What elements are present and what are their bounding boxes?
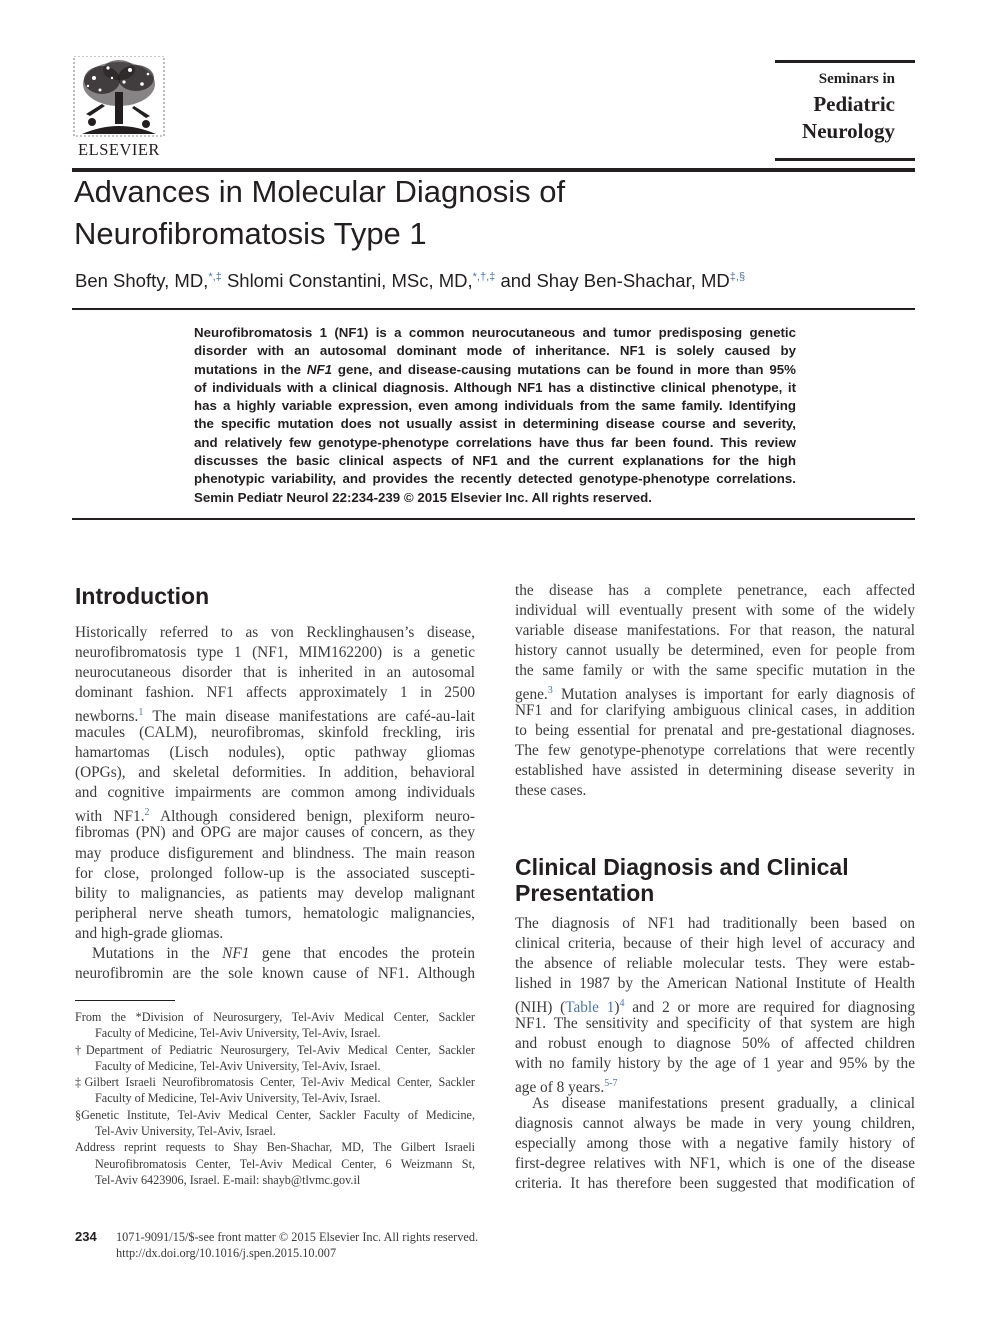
body-line: for close, prolonged follow-up is the associated suscepti- xyxy=(75,864,475,882)
body-line: clinical criteria, because of their high level of accuracy and xyxy=(515,934,915,952)
body-line: neurocutaneous disorder that is inherited in an autosomal xyxy=(75,664,475,682)
elsevier-logo xyxy=(72,56,166,160)
body-line: peripheral nerve sheath tumors, hematologic malignancies, xyxy=(75,904,475,922)
body-line: lished in 1987 by the American National Institute of Health xyxy=(515,974,915,992)
author-name: Ben Shofty, MD, xyxy=(75,270,209,291)
footnote-line: §Genetic Institute, Tel-Aviv Medical Center, Sackler Faculty of Medicine, xyxy=(75,1107,475,1122)
abstract-top-rule xyxy=(72,308,915,310)
author-affiliation-mark[interactable]: *,‡ xyxy=(208,271,222,283)
abstract-line: has a highly variable expression, even among individuals from the same family. Identifying xyxy=(194,398,796,414)
table-link[interactable]: Table 1 xyxy=(565,998,615,1016)
journal-masthead xyxy=(775,60,915,161)
body-line: NF1. The sensitivity and specificity of that system are high xyxy=(515,1014,915,1032)
issn-copyright: 1071-9091/15/$-see front matter © 2015 Elsevier Inc. All rights reserved. xyxy=(116,1230,479,1244)
footnote-line: Faculty of Medicine, Tel-Aviv University, Tel-Aviv, Israel. xyxy=(95,1026,381,1041)
section-heading-introduction: Introduction xyxy=(75,583,210,609)
abstract-line: Neurofibromatosis 1 (NF1) is a common neurocutaneous and tumor predisposing genetic xyxy=(194,325,796,340)
body-line: especially among those with a negative family history of xyxy=(515,1135,915,1153)
abstract-line: and relatively few genotype-phenotype correlations have thus far been found. This review xyxy=(194,434,796,450)
author-name: Shlomi Constantini, MSc, MD, xyxy=(226,270,473,291)
footnote-line: From the *Division of Neurosurgery, Tel-Aviv Medical Center, Sackler xyxy=(75,1010,475,1024)
body-line: (NIH) (Table 1)$^4$ and 2 or more are required for diagnosing xyxy=(515,997,915,1016)
reference-link[interactable]: 5-7 xyxy=(604,1077,618,1089)
abstract-line: the specific mutation does not usually assist in determining disease course and severity, xyxy=(194,416,796,432)
abstract xyxy=(194,324,796,507)
body-line: dominant fashion. NF1 affects approximately 1 in 2500 xyxy=(75,684,475,702)
reference-link[interactable]: 3 xyxy=(547,685,553,697)
body-line: with NF1.$^2$ Although considered benign, plexiform neuro- xyxy=(75,807,476,826)
body-line: and cognitive impairments are common among individuals xyxy=(75,784,475,802)
body-line: fibromas (PN) and OPG are major causes of concern, as they xyxy=(75,824,475,842)
section-heading-clinical-line2: Presentation xyxy=(515,879,655,906)
footnote-line: Address reprint requests to Shay Ben-Shachar, MD, The Gilbert Israeli xyxy=(75,1140,475,1155)
abstract-line: phenotypic variability, and provides the recently detected genotype-phenotype correlations. xyxy=(194,471,796,487)
author-name: Shay Ben-Shachar, MD xyxy=(536,270,730,291)
abstract-line: of individuals with a clinical diagnosis. Although NF1 has a distinctive clinical phenotype, it xyxy=(194,379,796,395)
journal-name-line2: Pediatric xyxy=(813,92,895,116)
body-line: criteria. It has therefore been suggested that modification of xyxy=(515,1175,915,1193)
elsevier-tree-icon xyxy=(72,56,166,138)
left-column xyxy=(75,583,475,984)
gene-name: NF1 xyxy=(222,944,250,962)
body-line: diagnosis cannot always be made in very young children, xyxy=(515,1114,915,1132)
doi-link[interactable]: http://dx.doi.org/10.1016/j.spen.2015.10.007 xyxy=(116,1246,337,1260)
body-line: first-degree relatives with NF1, which is one of the disease xyxy=(515,1155,915,1173)
author-affiliation-mark[interactable]: ‡,§ xyxy=(729,271,746,283)
footnote-line: Faculty of Medicine, Tel-Aviv University, Tel-Aviv, Israel. xyxy=(95,1091,381,1106)
body-line: established have assisted in determining disease severity in xyxy=(515,762,915,780)
body-line: and high-grade gliomas. xyxy=(75,924,224,942)
footnote-line: Tel-Aviv 6423906, Israel. E-mail: shayb@tlvmc.gov.il xyxy=(95,1172,361,1187)
gene-name: NF1 xyxy=(306,361,332,377)
body-line: As disease manifestations present gradually, a clinical xyxy=(532,1094,915,1112)
affiliation-footnotes xyxy=(75,1009,475,1188)
abstract-line: mutations in the NF1 gene, and disease-causing mutations can be found in more than 95% xyxy=(194,361,797,377)
author-conjunction: and xyxy=(500,270,532,291)
body-line: bility to malignancies, as patients may develop malignant xyxy=(75,884,475,902)
article-title-line2: Neurofibromatosis Type 1 xyxy=(74,216,427,251)
body-line: NF1 and for clarifying ambiguous clinical cases, in addition xyxy=(515,702,915,720)
right-column xyxy=(515,581,915,1194)
body-line: gene.$^3$ Mutation analyses is important for early diagnosis of xyxy=(515,685,916,704)
section-heading-clinical-line1: Clinical Diagnosis and Clinical xyxy=(515,853,849,880)
body-line: Historically referred to as von Recklinghausen’s disease, xyxy=(75,624,475,641)
body-line: with no family history by the age of 1 year and 95% by the xyxy=(515,1054,915,1072)
abstract-line: discusses the basic clinical aspects of NF1 and the current explanations for the high xyxy=(194,453,796,469)
reference-link[interactable]: 4 xyxy=(619,997,625,1009)
footnote-line: Neurofibromatosis Center, Tel-Aviv Medical Center, 6 Weizmann St, xyxy=(95,1156,475,1171)
body-line: these cases. xyxy=(515,782,587,800)
body-line: neurofibromatosis type 1 (NF1, MIM162200) is a genetic xyxy=(75,644,475,662)
body-line: macules (CALM), neurofibromas, skinfold freckling, iris xyxy=(75,724,475,742)
reference-link[interactable]: 1 xyxy=(138,707,144,719)
body-line: variable disease manifestations. For that reason, the natural xyxy=(515,622,915,640)
footnote-line: †Department of Pediatric Neurosurgery, Tel-Aviv Medical Center, Sackler xyxy=(75,1042,475,1057)
reference-link[interactable]: 2 xyxy=(144,807,150,819)
body-line: may produce disfigurement and blindness. The main reason xyxy=(75,844,475,862)
header-rule xyxy=(72,168,915,172)
page-number: 234 xyxy=(75,1229,97,1244)
journal-name-line1: Seminars in xyxy=(818,71,895,87)
abstract-line: disorder with an autosomal dominant mode of inheritance. NF1 is solely caused by xyxy=(194,343,796,359)
body-line: individual will eventually present with some of the widely xyxy=(515,602,915,620)
author-affiliation-mark[interactable]: *,†,‡ xyxy=(472,271,496,283)
body-line: (OPGs), and skeletal deformities. In addition, behavioral xyxy=(75,764,475,782)
body-line: newborns.$^1$ The main disease manifestations are café-au-lait xyxy=(75,707,475,726)
footnote-line: ‡Gilbert Israeli Neurofibromatosis Center, Tel-Aviv Medical Center, Sackler xyxy=(75,1075,475,1090)
footnote-line: Faculty of Medicine, Tel-Aviv University, Tel-Aviv, Israel. xyxy=(95,1058,381,1073)
body-line: The few genotype-phenotype correlations that were recently xyxy=(515,742,915,760)
body-line: history cannot usually be determined, even for people from xyxy=(515,642,915,660)
body-line: age of 8 years.$^{5-7}$ xyxy=(515,1077,618,1096)
body-line: the disease has a complete penetrance, each affected xyxy=(515,582,915,599)
abstract-citation: Semin Pediatr Neurol 22:234-239 © 2015 Elsevier Inc. All rights reserved. xyxy=(194,489,652,505)
body-line: neurofibromin are the sole known cause of NF1. Although xyxy=(75,964,475,982)
body-line: hamartomas (Lisch nodules), optic pathway gliomas xyxy=(75,744,475,762)
abstract-bottom-rule xyxy=(72,518,915,520)
body-line: the same family or with the same specific mutation in the xyxy=(515,662,915,680)
body-line: Mutations in the NF1 gene that encodes the protein xyxy=(92,944,475,962)
article-title-line1: Advances in Molecular Diagnosis of xyxy=(74,174,566,209)
body-line: the absence of reliable molecular tests. They were estab- xyxy=(515,954,915,972)
footnote-line: Tel-Aviv University, Tel-Aviv, Israel. xyxy=(95,1124,276,1139)
body-line: to being essential for prenatal and pre-gestational diagnoses. xyxy=(515,722,915,740)
author-list xyxy=(75,270,745,292)
publisher-name: ELSEVIER xyxy=(78,140,160,159)
body-line: The diagnosis of NF1 had traditionally been based on xyxy=(515,914,915,932)
journal-name-line3: Neurology xyxy=(802,119,895,143)
footnote-rule xyxy=(75,1000,175,1001)
body-line: and robust enough to diagnose 50% of affected children xyxy=(515,1034,915,1052)
